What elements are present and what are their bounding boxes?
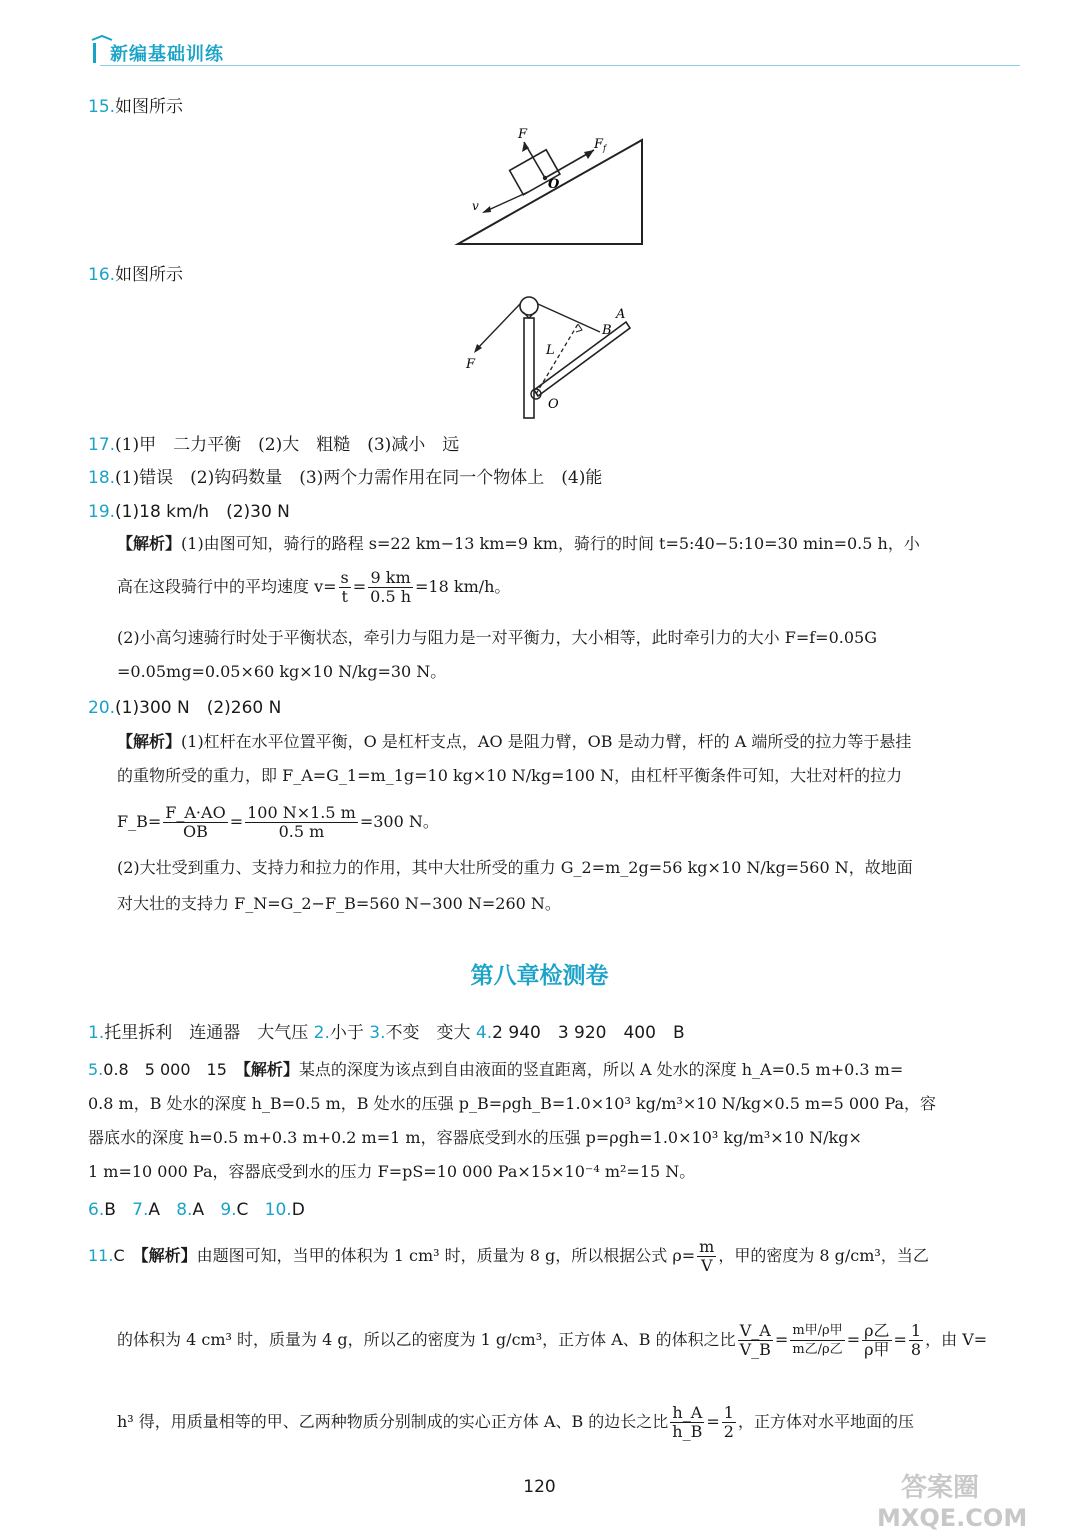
q20-analysis-line-1 bbox=[117, 732, 911, 752]
q17-number: 17. bbox=[88, 435, 116, 455]
q19-analysis-text-2a: 高在这段骑行中的平均速度 v= bbox=[117, 577, 337, 596]
frac-num: ρ乙 bbox=[864, 1321, 890, 1340]
q19-analysis-label: 【解析】 bbox=[117, 534, 182, 553]
page-number: 120 bbox=[523, 1477, 556, 1497]
q19-analysis-line-4: =0.05mg=0.05×60 kg×10 N/kg=30 N。 bbox=[117, 662, 447, 681]
label-Ff-sub: f bbox=[603, 144, 606, 153]
label-v: v bbox=[472, 199, 479, 213]
q15-line bbox=[88, 97, 183, 117]
q20-analysis-text-3a: F_B= bbox=[117, 812, 162, 831]
q15-incline-diagram bbox=[450, 122, 650, 250]
c8-number: 8. bbox=[176, 1200, 193, 1220]
q19-analysis-text-1: (1)由图可知，骑行的路程 s=22 km−13 km=9 km，骑行的时间 t=5:40−5:10=30 min=0.5 h，小 bbox=[181, 534, 920, 553]
lever-bar bbox=[534, 322, 630, 396]
q20-analysis-line-5: 对大壮的支持力 F_N=G_2−F_B=560 N−300 N=260 N。 bbox=[117, 894, 561, 913]
fraction-FA-AO-over-OB bbox=[163, 804, 227, 841]
fraction-s-over-t bbox=[339, 569, 351, 606]
frac-num: m bbox=[699, 1237, 715, 1256]
q19-analysis-line-1 bbox=[117, 534, 920, 554]
c11-number: 11. bbox=[88, 1246, 114, 1265]
c5-line-1 bbox=[88, 1060, 903, 1080]
label-F: F bbox=[518, 127, 528, 142]
q20-analysis-text-1: (1)杠杆在水平位置平衡，O 是杠杆支点，AO 是阻力臂，OB 是动力臂，杆的 A 端所受的拉力等于悬挂 bbox=[181, 732, 912, 751]
q18-line bbox=[88, 468, 602, 488]
q20-analysis-text-3b: =300 N。 bbox=[359, 812, 439, 831]
arrow-Ff-head bbox=[584, 150, 594, 159]
q15-text: 如图所示 bbox=[115, 97, 184, 117]
c2-number: 2. bbox=[313, 1023, 330, 1043]
q15-number: 15. bbox=[88, 97, 116, 117]
q16-text: 如图所示 bbox=[115, 265, 184, 285]
q17-line bbox=[88, 435, 459, 455]
c4-answer: 2 940 3 920 400 B bbox=[492, 1023, 685, 1043]
rope-to-B bbox=[538, 304, 600, 332]
arrow-v-head bbox=[482, 206, 491, 213]
frac-den: 0.5 m bbox=[278, 822, 325, 841]
frac-den: t bbox=[341, 587, 348, 606]
watermark-url: MXQE.COM bbox=[877, 1504, 1028, 1532]
frac-den: 2 bbox=[723, 1422, 734, 1441]
c6-number: 6. bbox=[88, 1200, 105, 1220]
frac-num: h_A bbox=[670, 1404, 704, 1423]
chapter-title: 第八章检测卷 bbox=[470, 963, 609, 989]
q17-answer: (1)甲 二力平衡 (2)大 粗糙 (3)减小 远 bbox=[115, 435, 460, 455]
frac-den: OB bbox=[183, 822, 208, 841]
c11-analysis-text-2b: ，由 V= bbox=[925, 1330, 988, 1349]
c4-number: 4. bbox=[475, 1023, 493, 1043]
frac-num: m甲/ρ甲 bbox=[790, 1322, 844, 1341]
q19-answer: (1)18 km/h (2)30 N bbox=[115, 502, 290, 522]
c9-answer: C bbox=[236, 1200, 249, 1220]
frac-num: 1 bbox=[910, 1321, 922, 1340]
frac-den: V_B bbox=[739, 1340, 771, 1359]
c5-analysis-label: 【解析】 bbox=[242, 1060, 299, 1079]
pole bbox=[524, 318, 534, 418]
q19-line bbox=[88, 502, 290, 522]
label-Ff: F bbox=[594, 137, 604, 152]
q20-analysis-line-4: (2)大壮受到重力、支持力和拉力的作用，其中大壮所受的重力 G_2=m_2g=56 kg×10 N/kg=560 N，故地面 bbox=[117, 858, 913, 877]
c5-answer: 0.8 5 000 15 bbox=[103, 1060, 227, 1079]
c5-analysis-text-1: 某点的深度为该点到自由液面的竖直距离，所以 A 处水的深度 h_A=0.5 m+0.3 m= bbox=[298, 1060, 904, 1079]
frac-den: 8 bbox=[910, 1340, 922, 1359]
c7-number: 7. bbox=[132, 1200, 149, 1220]
c6-10-line bbox=[88, 1200, 305, 1220]
frac-den: V bbox=[700, 1256, 713, 1275]
c11-analysis-text-1a: 由题图可知，当甲的体积为 1 cm³ 时，质量为 8 g，所以根据公式 ρ= bbox=[196, 1246, 696, 1265]
c3-answer: 不变 变大 bbox=[385, 1023, 471, 1043]
q20-number: 20. bbox=[88, 698, 116, 718]
q20-analysis-line-3: F_B= $\frac{F\_A\cdot AO}{OB}$ = $\frac{100 N\times 1.5 m}{0.5 m}$ =300 N。 bbox=[117, 803, 439, 841]
fraction-compound-mass-density bbox=[790, 1322, 844, 1359]
q19-analysis-line-2: 高在这段骑行中的平均速度 v= $\frac{s}{t}$ = $\frac{9 km}{0.5 h}$ =18 km/h。 bbox=[117, 568, 511, 606]
frac-num: F_A·AO bbox=[165, 803, 226, 822]
c9-number: 9. bbox=[220, 1200, 237, 1220]
c11-line-2: 的体积为 4 cm³ 时，质量为 4 g，所以乙的密度为 1 g/cm³，正方体 A、B 的体积之比 $\frac{V\_A}{V\_B}$ = $\frac{\text{m甲/ρ甲}}{\text{m乙/ρ乙}}$ = $\frac{\text{ρ乙}}{\text{ρ甲}}$ = $\frac{1}{8}$ ，由 V= bbox=[117, 1321, 988, 1359]
c8-answer: A bbox=[192, 1200, 205, 1220]
frac-num: V_A bbox=[738, 1322, 773, 1341]
c1-number: 1. bbox=[88, 1023, 105, 1043]
c11-analysis-text-1b: ，甲的密度为 8 g/cm³，当乙 bbox=[718, 1246, 929, 1265]
c11-line-1 bbox=[88, 1236, 929, 1276]
header-rule bbox=[100, 65, 1020, 66]
c5-analysis-line-2: 0.8 m，B 处水的深度 h_B=0.5 m，B 处水的压强 p_B=ρgh_B=1.0×10³ kg/m³×10 N/kg×0.5 m=5 000 Pa，容 bbox=[88, 1094, 937, 1113]
frac-num: s bbox=[340, 568, 349, 587]
c5-number: 5. bbox=[88, 1060, 104, 1079]
label-O: O bbox=[548, 177, 560, 192]
fraction-rho-ratio bbox=[862, 1322, 891, 1359]
c5-analysis-line-3: 器底水的深度 h=0.5 m+0.3 m+0.2 m=1 m，容器底受到水的压强 p=ρgh=1.0×10³ kg/m³×10 N/kg× bbox=[88, 1128, 862, 1147]
q16-number: 16. bbox=[88, 265, 116, 285]
c10-number: 10. bbox=[264, 1200, 292, 1220]
q20-line bbox=[88, 698, 281, 718]
q20-analysis-label: 【解析】 bbox=[117, 732, 182, 751]
header-title: 新编基础训练 bbox=[110, 44, 224, 65]
c6-answer: B bbox=[104, 1200, 116, 1220]
c1-line bbox=[88, 1023, 685, 1043]
c10-answer: D bbox=[291, 1200, 305, 1220]
page-header bbox=[90, 30, 1020, 70]
q16-line bbox=[88, 265, 183, 285]
c11-analysis-label: 【解析】 bbox=[140, 1246, 197, 1265]
frac-den: ρ甲 bbox=[864, 1340, 890, 1359]
q18-answer: (1)错误 (2)钩码数量 (3)两个力需作用在同一个物体上 (4)能 bbox=[115, 468, 603, 488]
label-B: B bbox=[602, 323, 612, 338]
q19-number: 19. bbox=[88, 502, 116, 522]
q20-answer: (1)300 N (2)260 N bbox=[115, 698, 282, 718]
q19-analysis-text-2b: =18 km/h。 bbox=[415, 577, 511, 596]
watermark-logo bbox=[871, 1466, 1061, 1532]
watermark-brand: 答案圈 bbox=[901, 1473, 980, 1503]
q20-analysis-line-2: 的重物所受的重力，即 F_A=G_1=m_1g=10 kg×10 N/kg=100 N，由杠杆平衡条件可知，大壮对杆的拉力 bbox=[117, 766, 903, 785]
c7-answer: A bbox=[148, 1200, 160, 1220]
c1-answer: 托里拆利 连通器 大气压 bbox=[104, 1023, 309, 1043]
c11-analysis-text-2a: 的体积为 4 cm³ 时，质量为 4 g，所以乙的密度为 1 g/cm³，正方体 A、B 的体积之比 bbox=[117, 1330, 736, 1349]
fraction-VA-over-VB bbox=[738, 1322, 773, 1359]
frac-num: 100 N×1.5 m bbox=[247, 803, 356, 822]
label-O: O bbox=[548, 397, 559, 412]
c11-analysis-text-3b: ，正方体对水平地面的压 bbox=[737, 1412, 914, 1431]
fraction-hA-over-hB bbox=[670, 1404, 704, 1441]
c11-answer: C bbox=[113, 1246, 125, 1265]
q18-number: 18. bbox=[88, 468, 116, 488]
c2-answer: 小于 bbox=[329, 1023, 364, 1043]
frac-den: m乙/ρ乙 bbox=[792, 1342, 843, 1357]
fraction-9km-over-05h bbox=[368, 569, 413, 606]
label-F: F bbox=[466, 357, 476, 372]
c5-analysis-line-4: 1 m=10 000 Pa，容器底受到水的压力 F=pS=10 000 Pa×15×10⁻⁴ m²=15 N。 bbox=[88, 1162, 696, 1181]
c11-analysis-text-3a: h³ 得，用质量相等的甲、乙两种物质分别制成的实心正方体 A、B 的边长之比 bbox=[117, 1412, 669, 1431]
label-A: A bbox=[616, 307, 626, 322]
fraction-m-over-V bbox=[697, 1238, 716, 1275]
label-L: L bbox=[546, 343, 555, 358]
c11-line-3: h³ 得，用质量相等的甲、乙两种物质分别制成的实心正方体 A、B 的边长之比 $\frac{h\_A}{h\_B}$ = $\frac{1}{2}$ ，正方体对水平地面的压 bbox=[117, 1403, 914, 1441]
frac-num: 1 bbox=[723, 1403, 734, 1422]
frac-num: 9 km bbox=[368, 569, 413, 588]
fraction-one-eighth bbox=[909, 1322, 923, 1359]
q16-lever-diagram bbox=[460, 290, 640, 422]
fraction-100N-over-05m bbox=[245, 804, 358, 841]
frac-den: 0.5 h bbox=[370, 587, 412, 606]
q19-analysis-line-3: (2)小高匀速骑行时处于平衡状态，牵引力与阻力是一对平衡力，大小相等，此时牵引力的大小 F=f=0.05G bbox=[117, 628, 877, 647]
fraction-one-half bbox=[722, 1404, 736, 1441]
c3-number: 3. bbox=[369, 1023, 386, 1043]
frac-den: h_B bbox=[672, 1422, 703, 1441]
rope-to-F bbox=[476, 304, 520, 350]
